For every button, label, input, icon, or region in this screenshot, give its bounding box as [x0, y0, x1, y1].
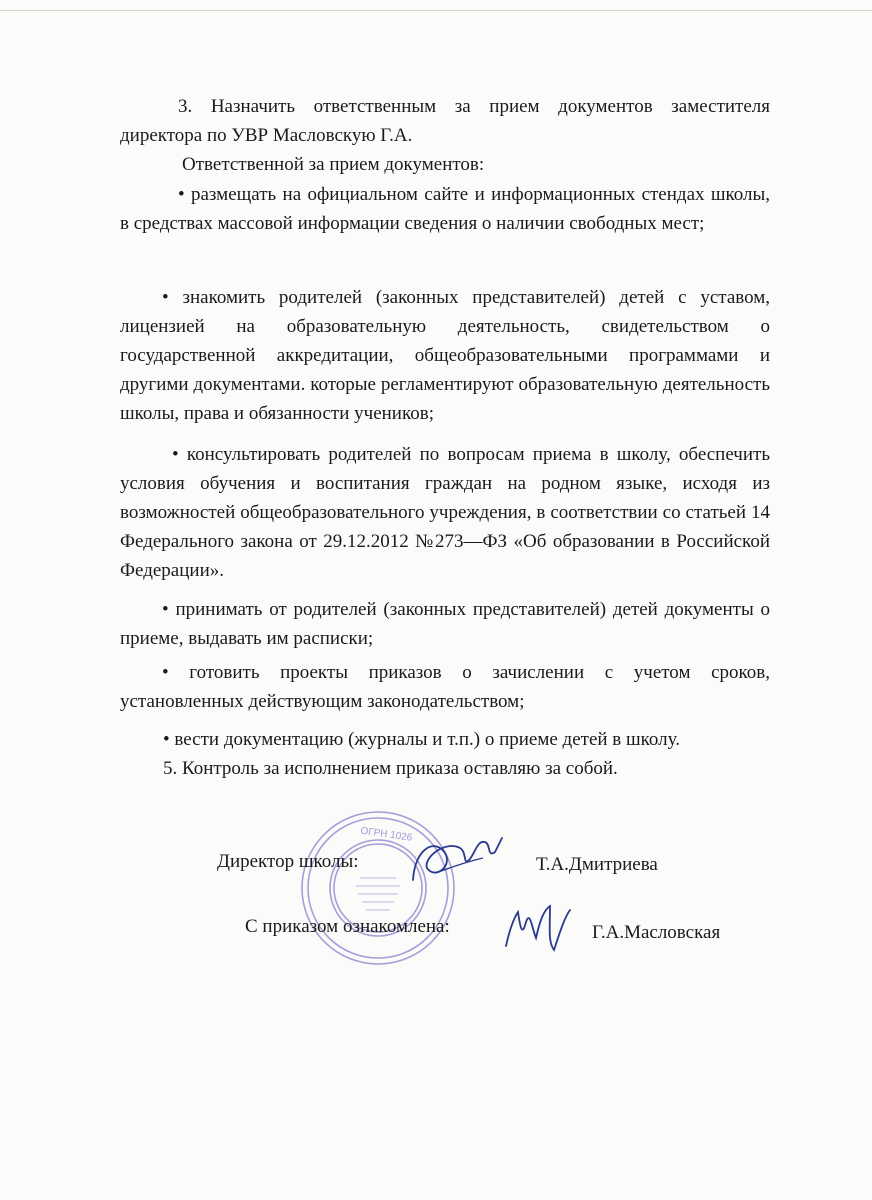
- bullet-publish-vacancies: • размещать на официальном сайте и информационных стендах школы, в средствах массовой информации сведения о наличии свободных мест;: [120, 184, 770, 234]
- director-signature: [405, 818, 505, 898]
- paragraph-item-3: 3. Назначить ответственным за прием документов заместителя директора по УВР Масловскую Г.А.: [120, 96, 770, 146]
- director-name: Т.А.Дмитриева: [536, 854, 658, 875]
- bullet-accept-documents: • принимать от родителей (законных представителей) детей документы о приеме, выдавать им расписки;: [120, 599, 770, 649]
- director-label: Директор школы:: [217, 851, 359, 872]
- bullet-inform-parents: • знакомить родителей (законных представителей) детей с уставом, лицензией на образовательную деятельность, свидетельством о государственной аккредитации, общеобразовательными программами и другими документами. которые регламентируют образовательную деятельность школы, права и обязанности учеников;: [120, 287, 770, 424]
- bullet-keep-records: • вести документацию (журналы и т.п.) о приеме детей в школу.: [163, 729, 681, 750]
- stamp-ogrn-text: ОГРН 1026: [359, 825, 413, 844]
- paragraph-item-5: 5. Контроль за исполнением приказа оставляю за собой.: [163, 758, 618, 779]
- bullet-prepare-orders: • готовить проекты приказов о зачислении с учетом сроков, установленных действующим законодательством;: [120, 662, 770, 712]
- bullet-consult-parents: • консультировать родителей по вопросам приема в школу, обеспечить условия обучения и воспитания граждан на родном языке, исходя из возможностей общеобразовательного учреждения, в соответствии со статьей 14 Федерального закона от 29.12.2012 №273—ФЗ «Об образовании в Российской Федерации».: [120, 444, 770, 581]
- acknowledgement-signature: [500, 898, 575, 960]
- acknowledged-label: С приказом ознакомлена:: [245, 916, 450, 937]
- responsible-intro: Ответственной за прием документов:: [182, 154, 485, 175]
- scan-edge-line: [0, 10, 872, 11]
- acknowledged-name: Г.А.Масловская: [592, 922, 721, 943]
